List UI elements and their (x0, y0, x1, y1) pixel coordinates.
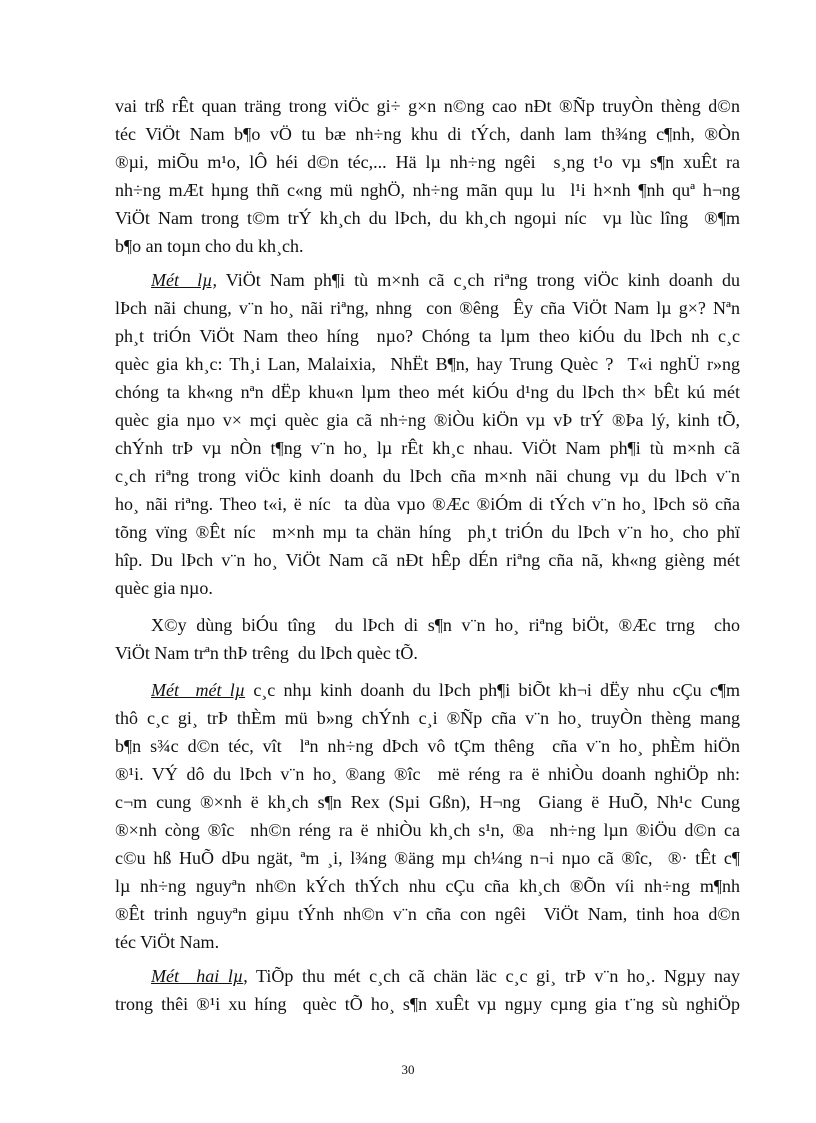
text-line: nh÷ng mÆt hµng thñ c«ng mü nghÖ, nh÷ng mãn quµ lu l¹i h×nh ¶nh quª h¬ng (115, 180, 740, 200)
line-rest: ViÖt Nam ph¶i tù m×nh cã c¸ch riªng trong viÖc kinh doanh du (217, 270, 740, 290)
text-line: c¸ch riªng trong viÖc kinh doanh du lÞch cña m×nh nãi chung vµ du lÞch v¨n (115, 466, 740, 486)
text-line: téc ViÖt Nam b¶o vÖ tu bæ nh÷ng khu di tÝch, danh lam th¾ng c¶nh, ®Òn (115, 124, 740, 144)
text-line: quèc gia nµo v× mçi quèc gia cã nh÷ng ®iÒu kiÖn vµ vÞ trÝ ®Þa lý, kinh tÕ, (115, 410, 740, 430)
text-line: thô c¸c gi¸ trÞ thÈm mü b»ng chÝnh c¸i ®Ñp cña v¨n ho¸ truyÒn thèng mang (115, 708, 740, 728)
text-line: quèc gia nµo. (115, 578, 213, 598)
text-line (151, 680, 740, 700)
text-line: chÝnh trÞ vµ nÒn t¶ng v¨n ho¸ lµ rÊt kh¸c nhau. ViÖt Nam ph¶i tù m×nh cã (115, 438, 740, 458)
text-line: ®µi, miÕu m¹o, lÔ héi d©n téc,... Hä lµ nh÷ng ngêi s¸ng t¹o vµ s¶n xuÊt ra (115, 152, 740, 172)
text-line: ho¸ nãi riªng. Theo t«i, ë níc ta dùa vµo ®Æc ®iÓm di tÝch v¨n ho¸ lÞch sö cña (115, 494, 740, 514)
text-line: ®Êt trinh nguyªn giµu tÝnh nh©n v¨n cña con ngêi ViÖt Nam, tinh hoa d©n (115, 904, 740, 924)
text-line: trong thêi ®¹i xu híng quèc tÕ ho¸ s¶n xuÊt vµ ngµy cµng gia t¨ng sù nghiÖp (115, 994, 740, 1014)
text-line: lµ nh÷ng nguyªn nh©n kÝch thÝch nhu cÇu cña kh¸ch ®Õn víi nh÷ng m¶nh (115, 876, 740, 896)
underlined-lead: Mét hai lµ (151, 966, 244, 986)
underlined-lead: Mét mét lµ (151, 680, 246, 700)
text-line: ViÖt Nam trong t©m trÝ kh¸ch du lÞch, du kh¸ch ngoµi níc vµ lùc lîng ®¶m (115, 208, 740, 228)
text-line: ®¹i. VÝ dô du lÞch v¨n ho¸ ®ang ®îc më réng ra ë nhiÒu doanh nghiÖp nh: (115, 764, 740, 784)
text-line: b¶n s¾c d©n téc, vît lªn nh÷ng dÞch vô tÇm thêng cña v¨n ho¸ phÈm hiÖn (115, 736, 740, 756)
text-line: ®×nh còng ®îc nh©n réng ra ë nhiÒu kh¸ch s¹n, ®a nh÷ng lµn ®iÖu d©n ca (115, 820, 740, 840)
text-line: vai trß rÊt quan träng trong viÖc gi÷ g×n n©ng cao nÐt ®Ñp truyÒn thèng d©n (115, 96, 740, 116)
text-line: téc ViÖt Nam. (115, 932, 220, 952)
text-line: c©u hß HuÕ dÞu ngät, ªm ¸i, l¾ng ®äng mµ ch¼ng n¬i nµo cã ®îc, ®· tÊt c¶ (115, 848, 740, 868)
line-rest: , TiÕp thu mét c¸ch cã chän läc c¸c gi¸ trÞ v¨n ho¸. Ngµy nay (243, 966, 740, 986)
text-line: chóng ta kh«ng nªn dËp khu«n lµm theo mét kiÓu d¹ng du lÞch th× bÊt kú mét (115, 382, 740, 402)
text-line: b¶o an toµn cho du kh¸ch. (115, 236, 304, 256)
page-number: 30 (401, 1062, 415, 1077)
text-line: quèc gia kh¸c: Th¸i Lan, Malaixia, NhËt B¶n, hay Trung Quèc ? T«i nghÜ r»ng (115, 354, 740, 374)
text-line (151, 966, 740, 986)
text-line: hîp. Du lÞch v¨n ho¸ ViÖt Nam cã nÐt hÊp dÉn riªng cña nã, kh«ng gièng mét (115, 550, 740, 570)
text-line (151, 270, 740, 290)
underlined-lead: Mét lµ, (151, 270, 218, 290)
text-line: X©y dùng biÓu tîng du lÞch di s¶n v¨n ho¸ riªng biÖt, ®Æc trng cho (151, 615, 740, 635)
text-line: lÞch nãi chung, v¨n ho¸ nãi riªng, nhng con ®êng Êy cña ViÖt Nam lµ g×? Nªn (115, 298, 740, 318)
text-line: ph¸t triÓn ViÖt Nam theo híng nµo? Chóng ta lµm theo kiÓu du lÞch nh c¸c (115, 326, 740, 346)
text-line: c¬m cung ®×nh ë kh¸ch s¶n Rex (Sµi Gßn), H¬ng Giang ë HuÕ, Nh¹c Cung (115, 792, 740, 812)
line-rest: c¸c nhµ kinh doanh du lÞch ph¶i biÕt kh¬i dËy nhu cÇu c¶m (245, 680, 740, 700)
text-line: tõng vïng ®Êt níc m×nh mµ ta chän híng ph¸t triÓn du lÞch v¨n ho¸ cho phï (115, 522, 740, 542)
text-line: ViÖt Nam trªn thÞ trêng du lÞch quèc tÕ. (115, 643, 418, 663)
